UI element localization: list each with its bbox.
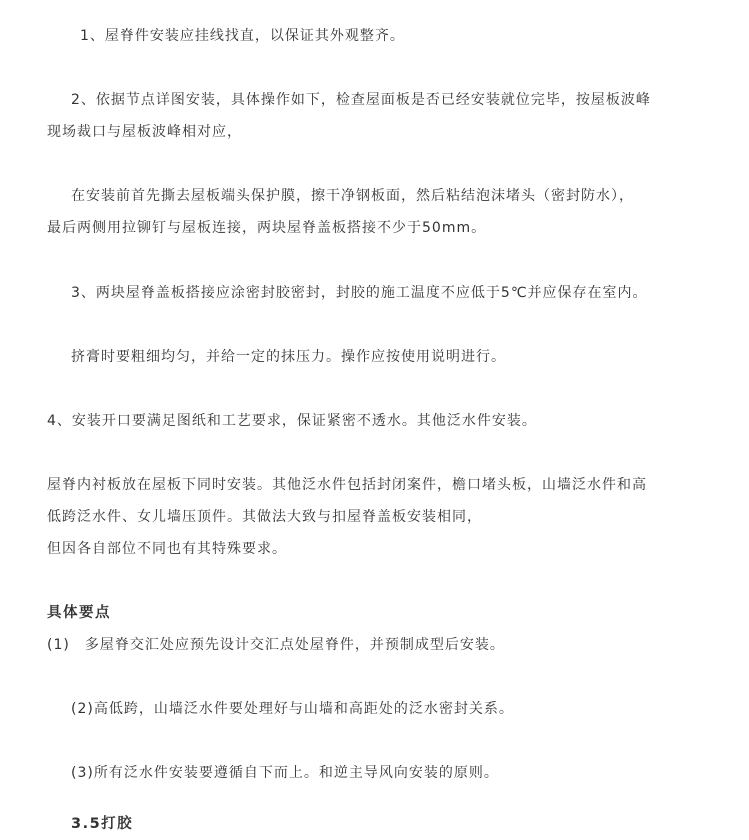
paragraph-protective-film-line-1: 在安装前首先撕去屋板端头保护膜，擦干净钢板面，然后粘结泡沫堵头（密封防水）， [71,188,634,204]
key-point-2: (2)高低跨，山墙泛水件要处理好与山墙和高距处的泛水密封关系。 [71,701,514,717]
key-point-3: (3)所有泛水件安装要遵循自下而上。和逆主导风向安装的原则。 [71,765,499,781]
paragraph-node-detail-line-1: 2、依据节点详图安装，具体操作如下，检查屋面板是否已经安装就位完毕，按屋板波峰 [71,92,651,108]
paragraph-openings: 4、安装开口要满足图纸和工艺要求，保证紧密不透水。其他泛水件安装。 [47,413,537,429]
paragraph-node-detail-line-2: 现场裁口与屋板波峰相对应， [47,124,242,140]
heading-section-3-5: 3.5打胶 [71,816,134,832]
paragraph-sealant: 3、两块屋脊盖板搭接应涂密封胶密封，封胶的施工温度不应低于5℃并应保存在室内。 [71,285,648,301]
paragraph-flashing-line-1: 屋脊内衬板放在屋板下同时安装。其他泛水件包括封闭案件，檐口堵头板，山墙泛水件和高 [47,477,647,493]
paragraph-flashing-line-2: 低跨泛水件、女儿墙压顶件。其做法大致与扣屋脊盖板安装相同， [47,509,482,525]
heading-key-points: 具体要点 [47,605,111,621]
paragraph-ridge-alignment: 1、屋脊件安装应挂线找直，以保证其外观整齐。 [80,28,405,44]
paragraph-extrusion: 挤膏时要粗细均匀，并给一定的抹压力。操作应按使用说明进行。 [71,349,506,365]
paragraph-flashing-line-3: 但因各自部位不同也有其特殊要求。 [47,541,287,557]
paragraph-protective-film-line-2: 最后两侧用拉铆钉与屋板连接，两块屋脊盖板搭接不少于50mm。 [47,220,487,236]
key-point-1: (1) 多屋脊交汇处应预先设计交汇点处屋脊件，并预制成型后安装。 [47,637,505,653]
